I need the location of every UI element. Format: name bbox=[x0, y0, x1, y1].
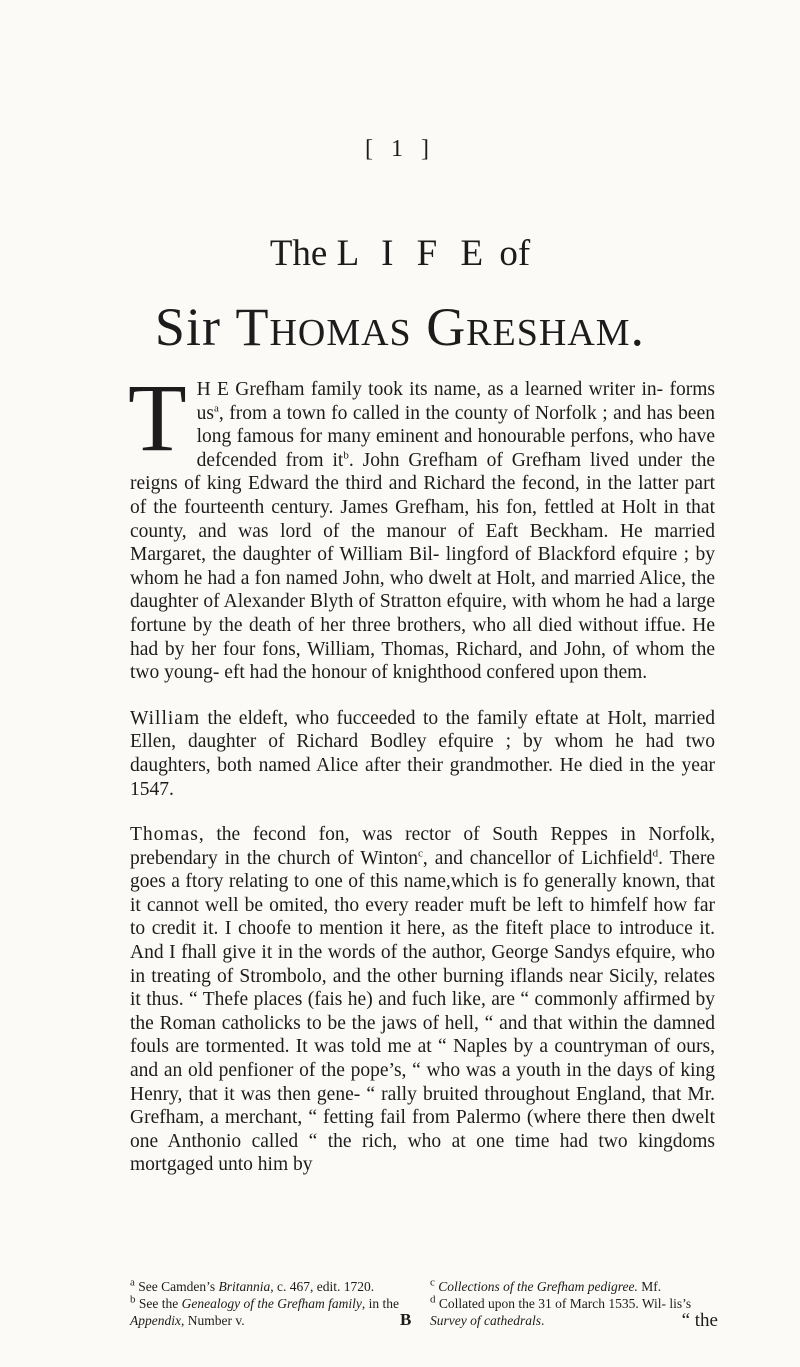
drop-cap: T bbox=[128, 364, 187, 471]
paragraph-2 bbox=[130, 707, 715, 801]
footnote-a: $^a$ See Camden’s Britannia, c. 467, edit. 1720. bbox=[130, 1276, 375, 1294]
footnotes-left bbox=[130, 1278, 420, 1329]
footnote-ref-a: a bbox=[213, 402, 219, 415]
paragraph-3-text-c: . There goes a ftory relating to one of this name,which is fo generally known, that it cannot well be omited, tho every reader muft be left to himfelf how far to credit it. I choofe to mention it here, as the fiteft place to introduce it. And I fhall give it in the words of the author, George Sandys efquire, who in treating of Strombolo, and the other burning iflands near Sicily, relates it thus. “ Thefe places (fais he) and fuch like, are “ commonly affirmed by the Roman catholicks to be the jaws of hell, “ and that within the damned fouls are tormented. It was told me at “ Naples by a countryman of ours, and an old penfioner of the pope’s, “ who was a youth in the days of king Henry, that it was then gene- “ rally bruited throughout England, that Mr. Grefham, a merchant, “ fetting fail from Palermo (where there then dwelt one Anthonio called “ the rich, who at one time had two kingdoms mortgaged unto him by bbox=[130, 847, 715, 1176]
paragraph-2-lead: William bbox=[130, 707, 201, 729]
paragraph-2-text: the eldeft, who fucceeded to the family eftate at Holt, married Ellen, daughter of Richard Bodley efquire ; by whom he had two daughters, both named Alice after their grandmother. He died in the year 1547. bbox=[130, 707, 715, 800]
title-of: of bbox=[499, 233, 531, 274]
title-name bbox=[0, 296, 800, 358]
signature-mark: B bbox=[400, 1310, 412, 1329]
footnote-d: $^d$ Collated upon the 31 of March 1535. Wil- lis’s Survey of cathedrals. bbox=[430, 1293, 692, 1328]
footnote-ref-d: d bbox=[652, 847, 659, 860]
catchword: “ the bbox=[681, 1310, 718, 1331]
footnote-b: $^b$ See the Genealogy of the Grefham family, in the Appendix, Number v. bbox=[130, 1293, 399, 1328]
footnotes bbox=[130, 1278, 720, 1329]
title-thomas-gresham: Thomas Gresham. bbox=[235, 297, 646, 357]
paragraph-1-text-a: H E Grefham family took its name, as a learned writer in- forms us bbox=[196, 379, 715, 424]
footnote-c: $^c$ Collections of the Grefham pedigree. Mf. bbox=[430, 1276, 662, 1294]
title-life-of bbox=[0, 232, 800, 275]
paragraph-3-lead: Thomas bbox=[130, 824, 199, 846]
paragraph-1 bbox=[128, 364, 715, 685]
title-the: The bbox=[269, 233, 328, 274]
footnotes-right bbox=[430, 1278, 720, 1329]
page-number: [ 1 ] bbox=[365, 136, 435, 162]
paragraph-3-text-b: , and chancellor of Lichfield bbox=[422, 847, 653, 869]
title-life: L I F E bbox=[336, 233, 491, 274]
paragraph-3 bbox=[130, 823, 715, 1177]
title-sir: Sir bbox=[154, 297, 221, 357]
body-text bbox=[128, 364, 715, 1199]
paragraph-1-text-b: , from a town fo called in the county of Norfolk ; and has been long famous for many eminent and honourable perfons, who have defcended from it bbox=[196, 402, 715, 471]
footnote-ref-c: c bbox=[418, 847, 423, 860]
paragraph-1-text-c: . John Grefham of Grefham lived under the reigns of king Edward the third and Richard the fecond, in the latter part of the fourteenth century. James Grefham, his fon, fettled at Holt in that county, and was lord of the manour of Eaft Beckham. He married Margaret, the daughter of William Bil- lingford of Blackford efquire ; by whom he had a fon named John, who dwelt at Holt, and married Alice, the daughter of Alexander Blyth of Stratton efquire, with whom he had a large fortune by the death of her three brothers, who all died without iffue. He had by her four fons, William, Thomas, Richard, and John, of whom the two young- eft had the honour of knighthood confered upon them. bbox=[130, 449, 715, 684]
paragraph-3-text-a: , the fecond fon, was rector of South Reppes in Norfolk, prebendary in the church of Winton bbox=[130, 824, 715, 869]
footnote-ref-b: b bbox=[343, 449, 349, 462]
